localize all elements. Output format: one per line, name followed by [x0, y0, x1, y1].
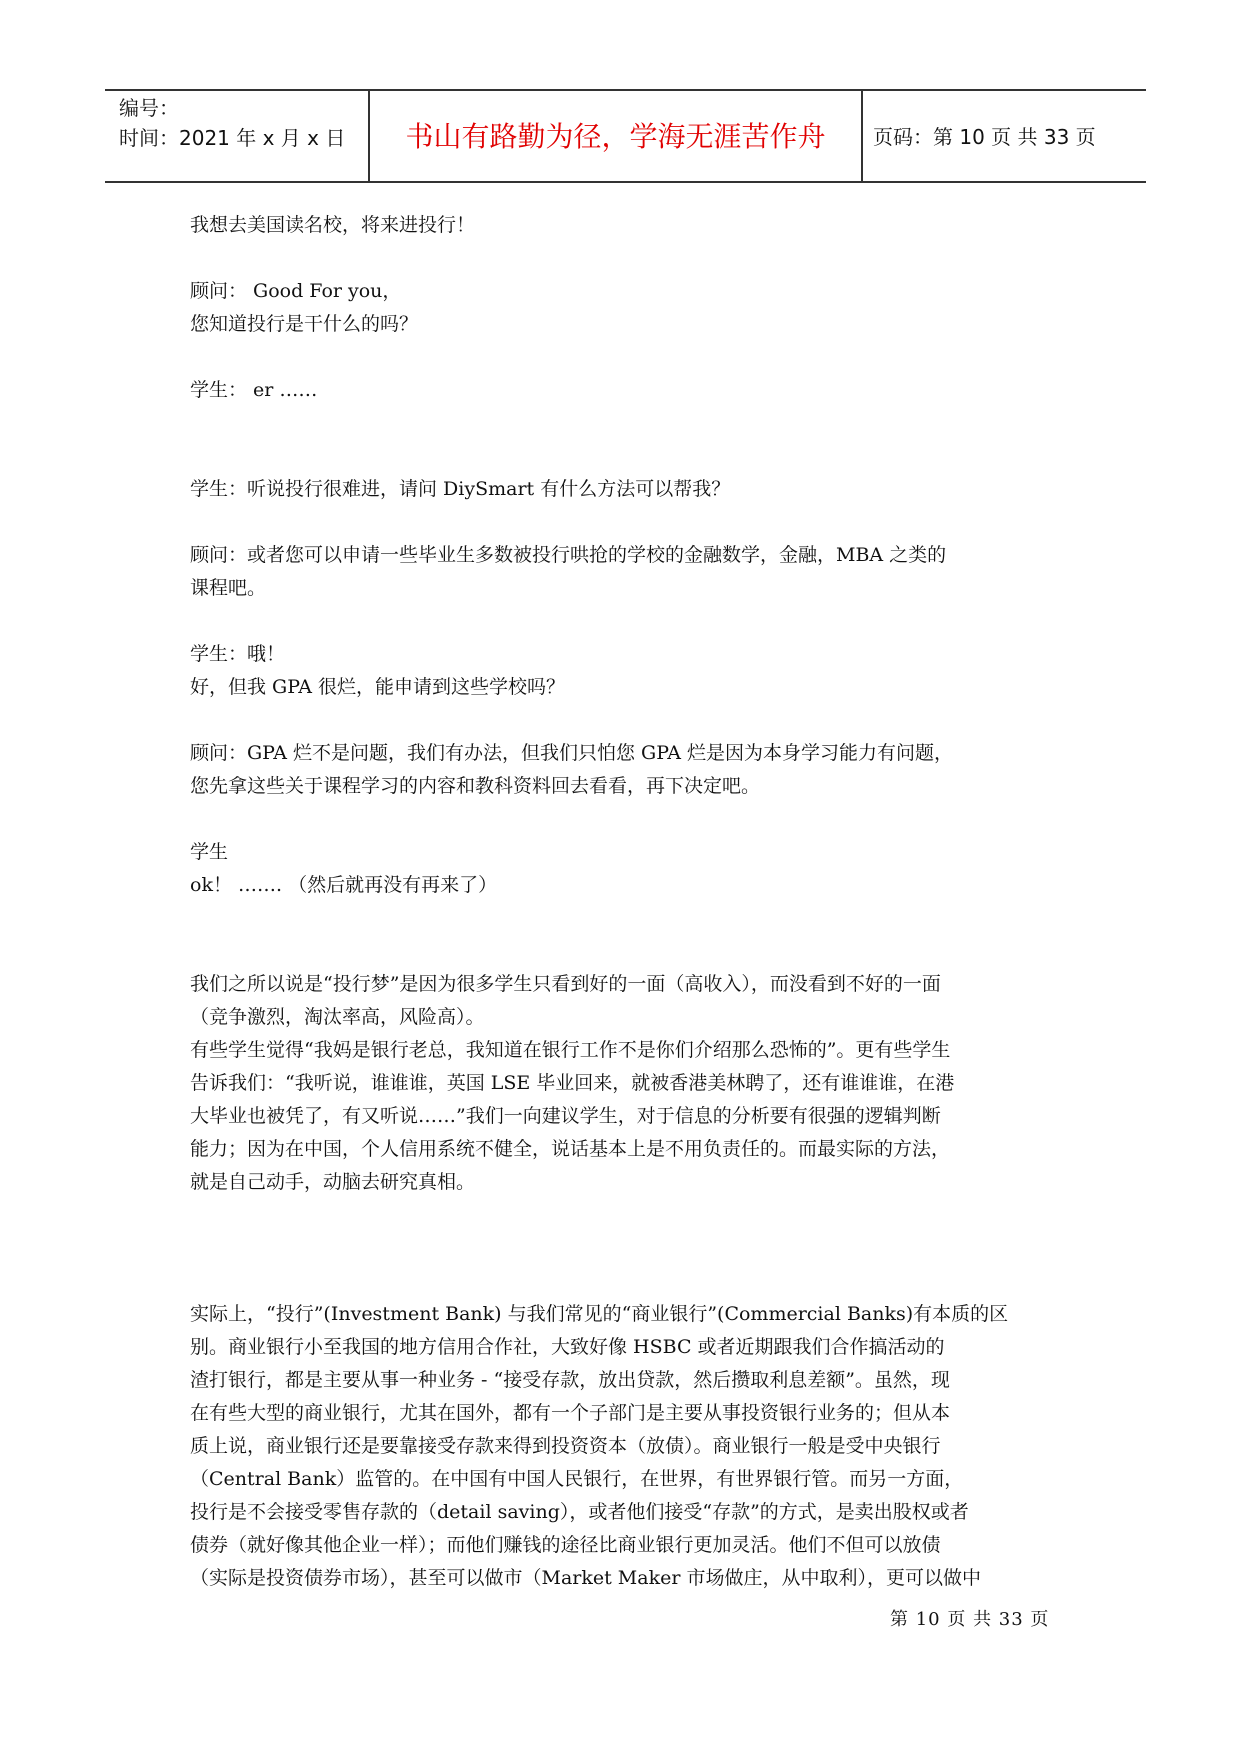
body-line: （竞争激烈，淘汰率高，风险高）。	[190, 1006, 485, 1028]
header-meta	[119, 93, 345, 153]
body-line: 质上说，商业银行还是要靠接受存款来得到投资资本（放债）。商业银行一般是受中央银行	[190, 1435, 941, 1457]
header-time-label: 时间：2021 年 x 月 x 日	[119, 126, 346, 150]
page-footer: 第 10 页 共 33 页	[890, 1609, 1050, 1630]
body-line: 顾问：或者您可以申请一些毕业生多数被投行哄抢的学校的金融数学，金融，MBA 之类的	[190, 544, 947, 566]
body-line: 就是自己动手，动脑去研究真相。	[190, 1171, 476, 1193]
body-line: 学生：哦！	[190, 643, 286, 665]
body-line: 大毕业也被凭了，有又听说……”我们一向建议学生，对于信息的分析要有很强的逻辑判断	[190, 1105, 941, 1127]
body-line: 课程吧。	[190, 577, 267, 599]
body-line: 您先拿这些关于课程学习的内容和教科资料回去看看，再下决定吧。	[190, 775, 761, 797]
body-line: 学生：听说投行很难进，请问 DiySmart 有什么方法可以帮我？	[190, 478, 731, 500]
header-number-label: 编号：	[119, 96, 179, 120]
body-line: 顾问：GPA 烂不是问题，我们有办法，但我们只怕您 GPA 烂是因为本身学习能力有问题，	[190, 742, 953, 764]
body-line: （实际是投资债券市场），甚至可以做市（Market Maker 市场做庄，从中取利），更可以做中	[190, 1567, 981, 1589]
body-line: 您知道投行是干什么的吗？	[190, 313, 419, 335]
body-line: 告诉我们：“我听说，谁谁谁，英国 LSE 毕业回来，就被香港美林聘了，还有谁谁谁，在港	[190, 1072, 955, 1094]
body-line: 实际上，“投行”(Investment Bank) 与我们常见的“商业银行”(Commercial Banks)有本质的区	[190, 1303, 1009, 1325]
body-line: 渣打银行，都是主要从事一种业务 - “接受存款，放出贷款，然后攒取利息差额”。虽然，现	[190, 1369, 950, 1391]
body-line: 我想去美国读名校，将来进投行！	[190, 214, 476, 236]
document-body	[190, 209, 1070, 1595]
body-line: ok！ ……. （然后就再没有再来了）	[190, 874, 498, 896]
body-line: 有些学生觉得“我妈是银行老总，我知道在银行工作不是你们介绍那么恐怖的”。更有些学生	[190, 1039, 951, 1061]
page-header	[105, 89, 1146, 183]
body-line: 能力；因为在中国，个人信用系统不健全，说话基本上是不用负责任的。而最实际的方法，	[190, 1138, 951, 1160]
body-line: 债券（就好像其他企业一样）；而他们赚钱的途径比商业银行更加灵活。他们不但可以放债	[190, 1534, 941, 1556]
body-line: 顾问： Good For you，	[190, 280, 402, 302]
body-line: 投行是不会接受零售存款的（detail saving），或者他们接受“存款”的方式，是卖出股权或者	[190, 1501, 969, 1523]
body-line: （Central Bank）监管的。在中国有中国人民银行，在世界，有世界银行管。而另一方面，	[190, 1468, 964, 1490]
body-line: 好，但我 GPA 很烂，能申请到这些学校吗？	[190, 676, 566, 698]
body-line: 学生	[190, 841, 229, 863]
header-page-label: 页码：第 10 页 共 33 页	[873, 125, 1096, 149]
body-line: 我们之所以说是“投行梦”是因为很多学生只看到好的一面（高收入），而没看到不好的一面	[190, 973, 941, 995]
body-line: 学生： er ……	[190, 379, 318, 401]
header-divider-right	[861, 91, 863, 183]
body-line: 在有些大型的商业银行，尤其在国外，都有一个子部门是主要从事投资银行业务的；但从本	[190, 1402, 951, 1424]
header-motto: 书山有路勤为径，学海无涯苦作舟	[405, 120, 826, 153]
body-line: 别。商业银行小至我国的地方信用合作社，大致好像 HSBC 或者近期跟我们合作搞活动的	[190, 1336, 945, 1358]
